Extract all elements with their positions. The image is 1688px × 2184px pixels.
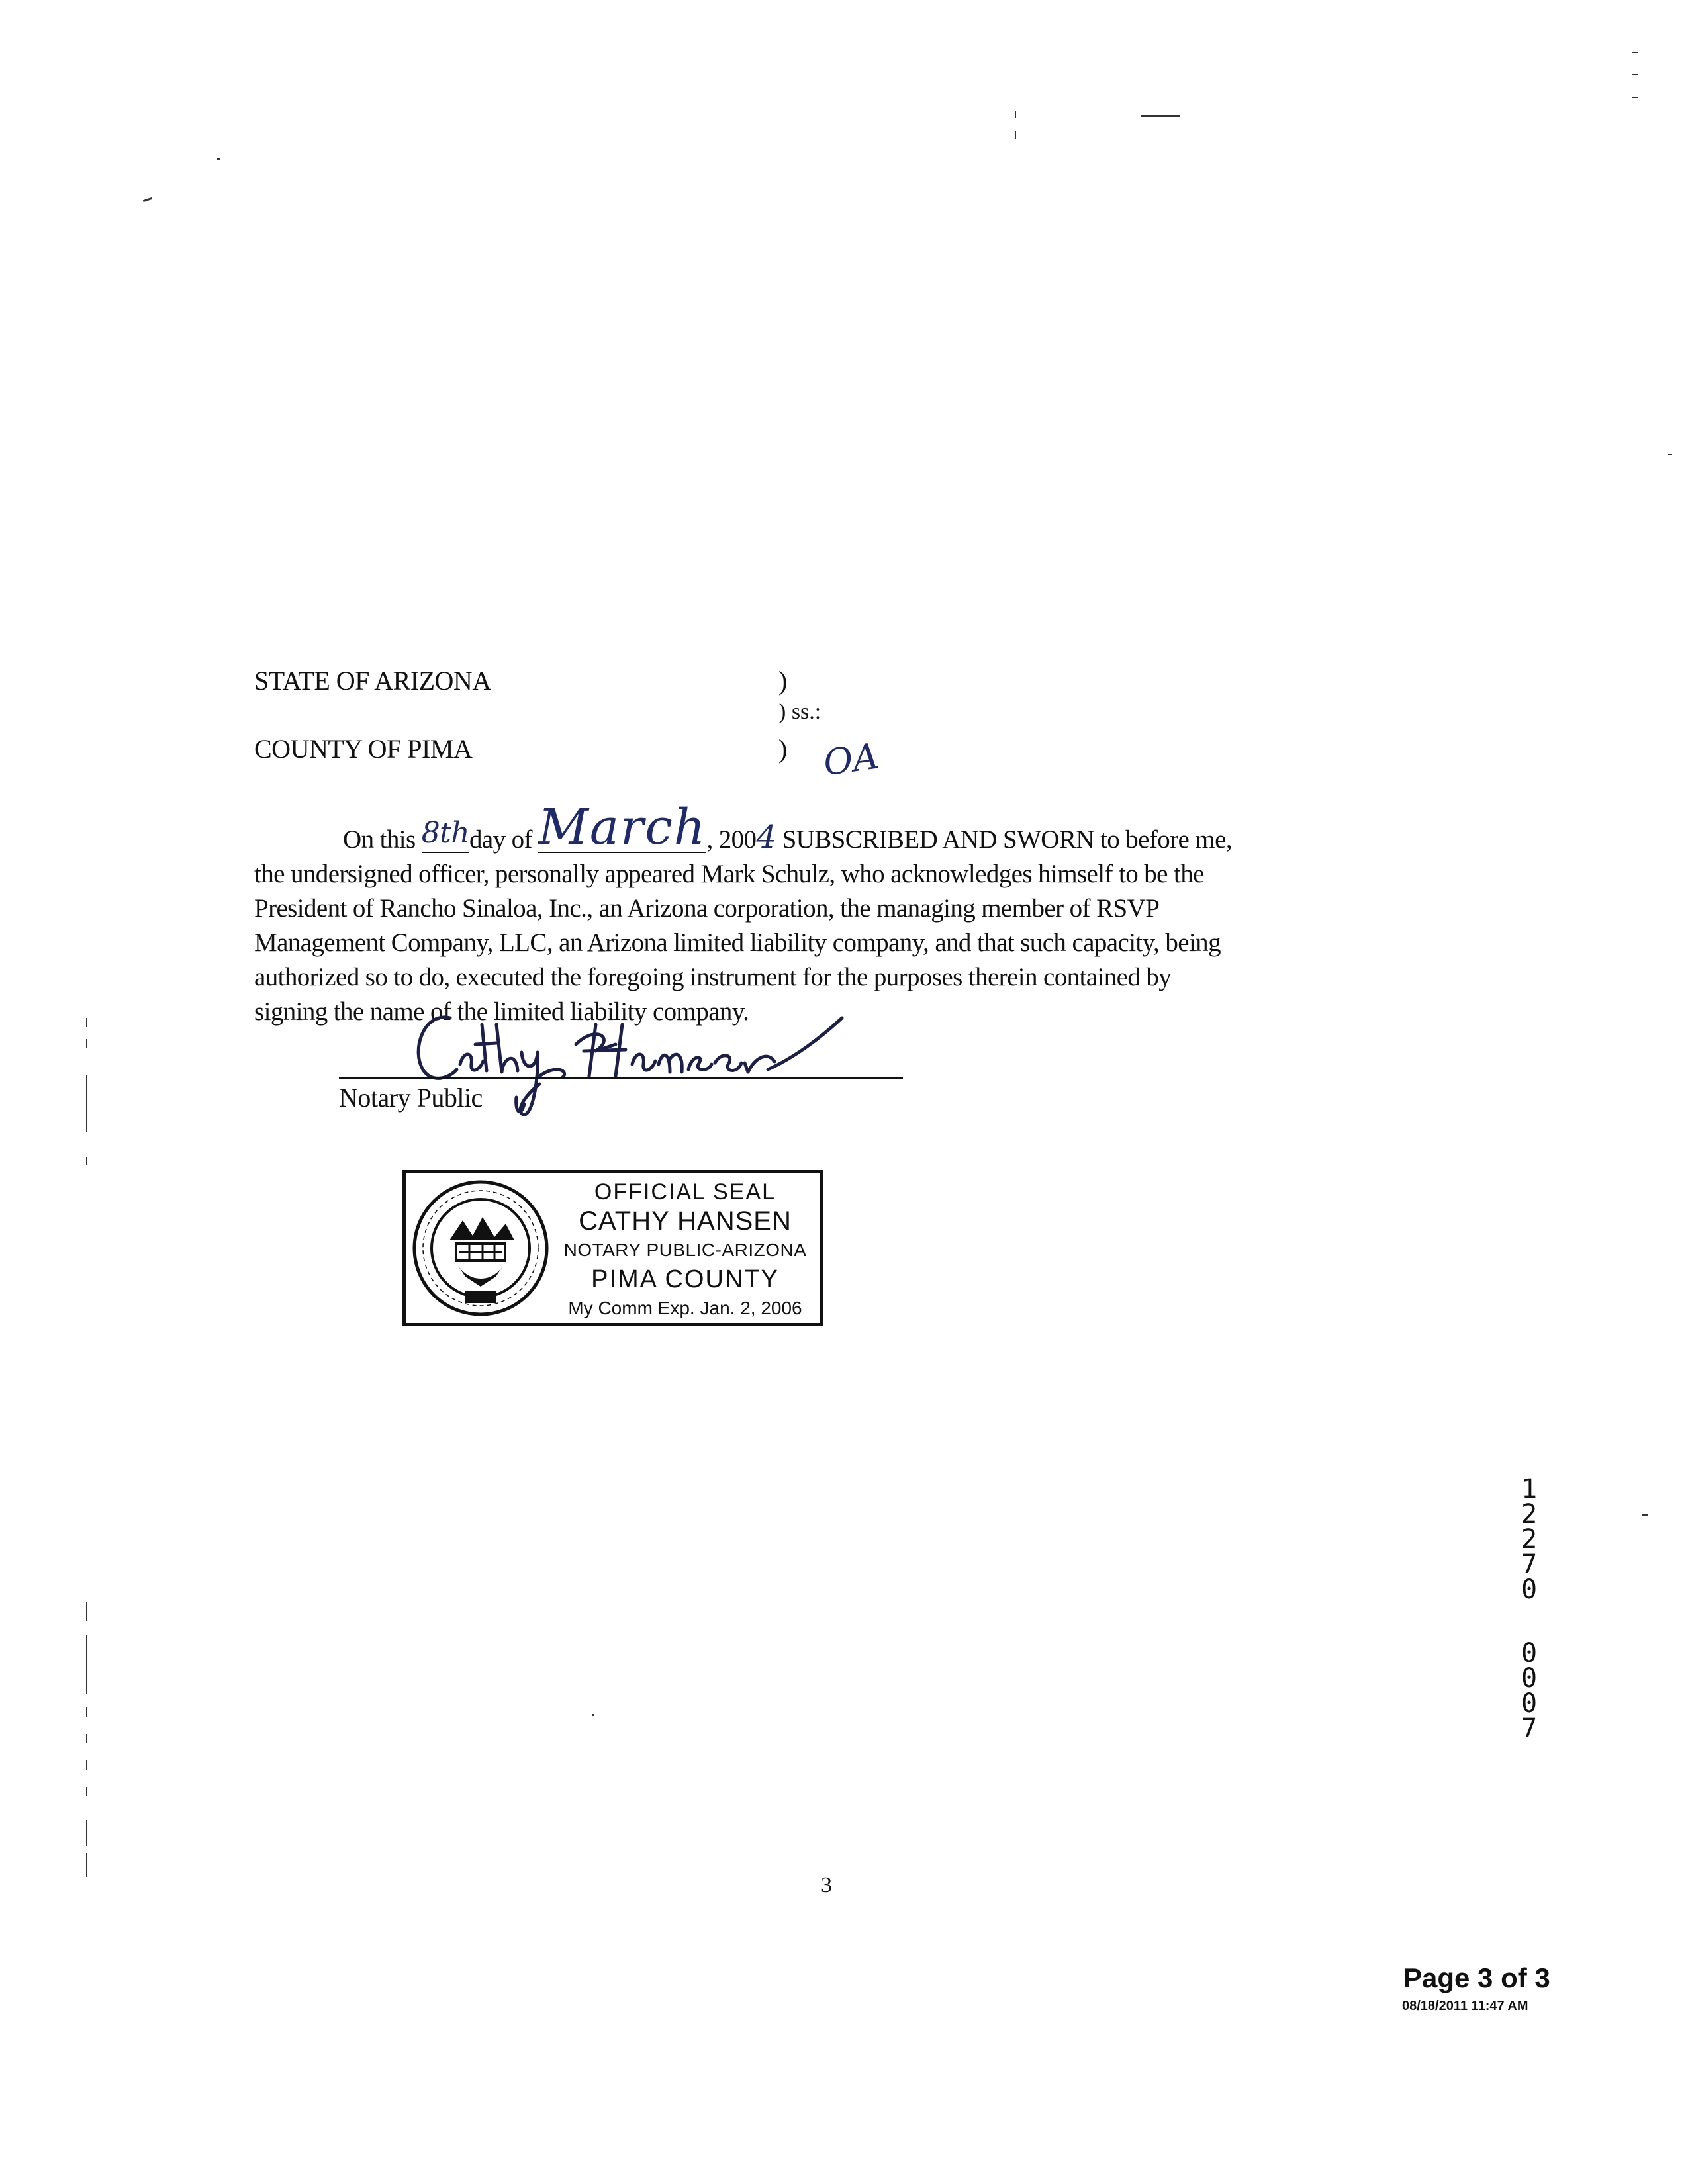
scan-speck xyxy=(86,1075,87,1132)
page-of-total: Page 3 of 3 xyxy=(1403,1962,1550,1993)
seal-county: PIMA COUNTY xyxy=(591,1265,779,1293)
venue-paren: ) xyxy=(778,734,788,764)
scan-speck xyxy=(1632,52,1638,53)
recording-digit: 7 xyxy=(1521,1713,1538,1744)
acknowledgment-line-1 xyxy=(254,799,1380,857)
seal-expiration: My Comm Exp. Jan. 2, 2006 xyxy=(568,1298,802,1318)
scan-speck xyxy=(86,1018,87,1027)
recording-digit: 0 xyxy=(1521,1663,1538,1694)
month-blank xyxy=(538,799,707,856)
notary-public-label: Notary Public xyxy=(339,1083,483,1113)
recording-digit-gap xyxy=(1515,1602,1544,1640)
venue-paren: ) xyxy=(778,666,788,696)
scan-speck xyxy=(86,1635,87,1694)
scan-speck xyxy=(1141,115,1180,117)
scan-speck xyxy=(1632,97,1638,98)
scan-speck xyxy=(1015,111,1016,118)
recording-digit: 2 xyxy=(1521,1524,1538,1555)
handwritten-year-digit: 4 xyxy=(756,819,776,856)
day-blank xyxy=(421,816,469,853)
year-overwrite-initials: OA xyxy=(821,735,882,784)
scan-speck xyxy=(86,1787,87,1796)
seal-notary-name: CATHY HANSEN xyxy=(579,1206,792,1236)
scan-speck xyxy=(592,1714,594,1716)
seal-text-block xyxy=(546,1177,824,1323)
scan-speck xyxy=(143,197,152,202)
scan-speck xyxy=(86,1760,87,1770)
acknowledgment-line-2: the undersigned officer, personally appeared Mark Schulz, who acknowledges himself to be the xyxy=(254,860,1204,888)
year-text: , 200 xyxy=(706,825,757,854)
recording-digit: 1 xyxy=(1521,1474,1538,1504)
scan-speck xyxy=(86,1734,87,1743)
scan-speck xyxy=(86,1157,87,1165)
sworn-clause: SUBSCRIBED AND SWORN to before me, xyxy=(782,825,1232,854)
acknowledgment-line-4: Management Company, LLC, an Arizona limited liability company, and that such capacity, being xyxy=(254,929,1221,957)
acknowledgment-line-3: President of Rancho Sinaloa, Inc., an Arizona corporation, the managing member of RSVP xyxy=(254,894,1160,923)
recording-digit: 2 xyxy=(1521,1499,1538,1529)
recording-digit: 0 xyxy=(1521,1574,1538,1605)
signature-line xyxy=(339,1077,903,1079)
recording-digit: 0 xyxy=(1521,1638,1538,1668)
acknowledgment-line-5: authorized so to do, executed the foregoing instrument for the purposes therein contained by xyxy=(254,963,1172,991)
scan-speck xyxy=(217,158,220,160)
recording-digit: 7 xyxy=(1521,1549,1538,1580)
venue-state: STATE OF ARIZONA xyxy=(254,666,491,696)
venue-ss: ) ss.: xyxy=(778,700,821,724)
scan-speck xyxy=(86,1039,87,1048)
handwritten-day: 8th xyxy=(421,816,469,850)
scan-speck xyxy=(1668,454,1672,455)
seal-commission-state: NOTARY PUBLIC-ARIZONA xyxy=(563,1240,807,1260)
scan-speck xyxy=(86,1853,87,1877)
arizona-state-seal-icon xyxy=(410,1177,551,1319)
recording-digit: 0 xyxy=(1521,1688,1538,1719)
seal-title: OFFICIAL SEAL xyxy=(594,1179,776,1205)
recording-number-stamp xyxy=(1515,1474,1544,1744)
scan-speck xyxy=(1632,74,1638,75)
scan-speck xyxy=(86,1707,87,1717)
venue-county: COUNTY OF PIMA xyxy=(254,734,473,764)
page-number: 3 xyxy=(821,1873,832,1897)
official-seal-stamp xyxy=(402,1170,823,1326)
handwritten-month: March xyxy=(538,799,707,856)
print-timestamp: 08/18/2011 11:47 AM xyxy=(1402,1999,1528,2013)
acknowledgment-line-6: signing the name of the limited liability company. xyxy=(254,997,749,1026)
scan-speck xyxy=(1015,131,1016,139)
scan-speck xyxy=(86,1820,87,1846)
day-of-text: day of xyxy=(469,825,532,854)
scan-speck xyxy=(86,1602,87,1621)
scan-speck xyxy=(1642,1514,1648,1516)
on-this-text: On this xyxy=(343,825,416,854)
